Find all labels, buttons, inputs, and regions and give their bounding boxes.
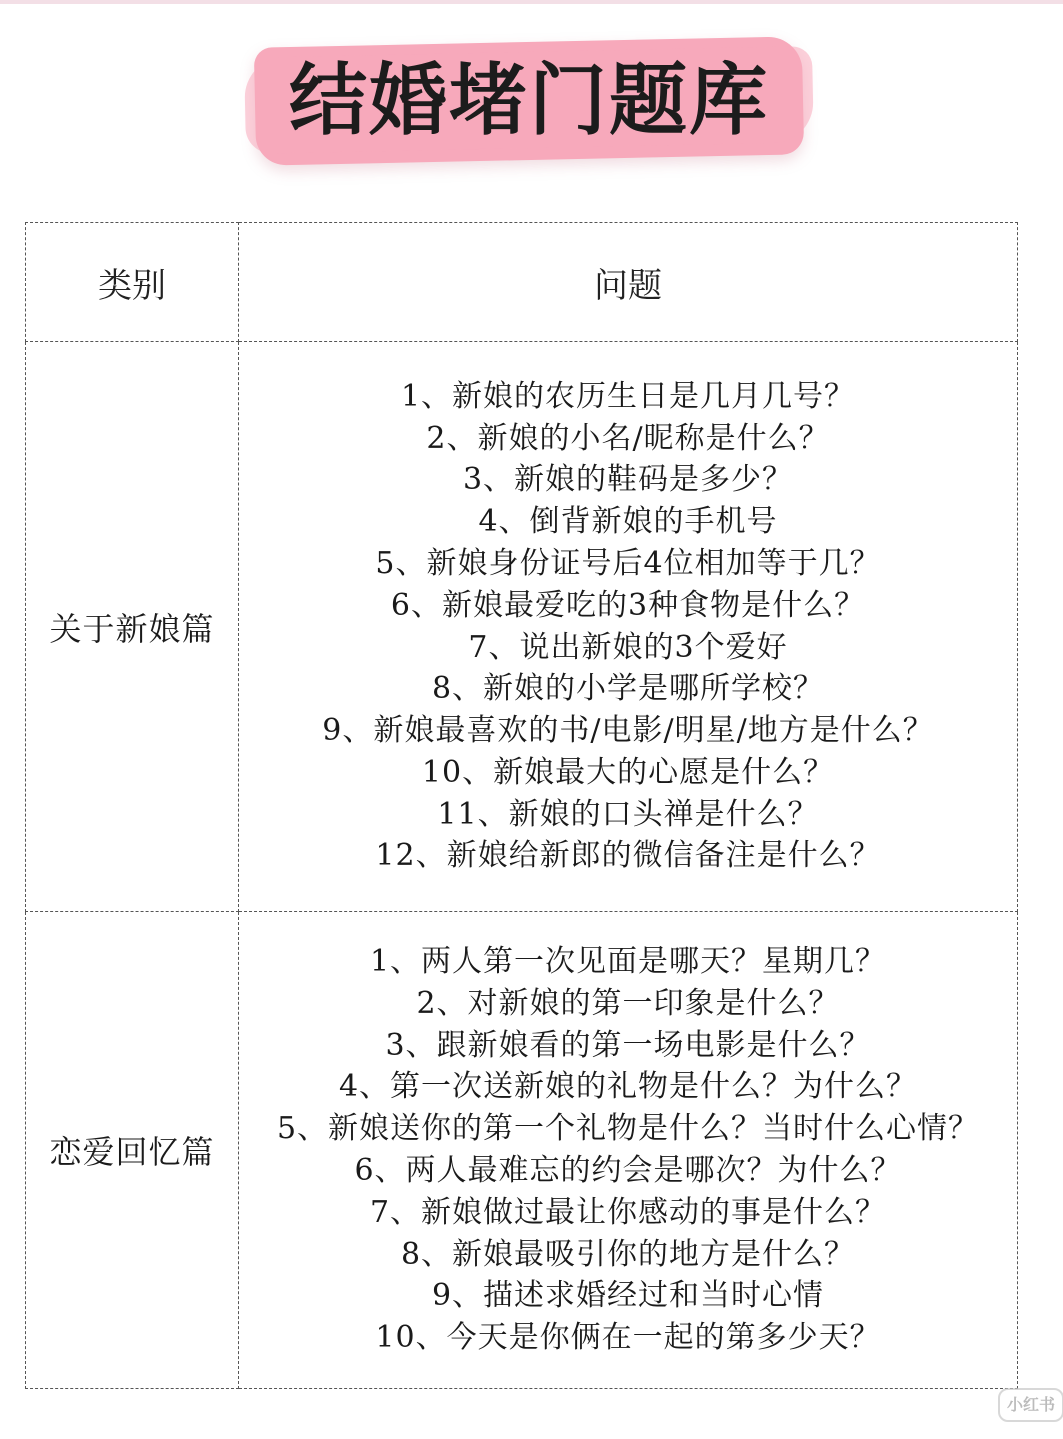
- question-item: 1、两人第一次见面是哪天？星期几？: [369, 944, 887, 980]
- question-item: 2、新娘的小名/昵称是什么？: [426, 420, 830, 456]
- question-item: 7、新娘做过最让你感动的事是什么？: [369, 1194, 887, 1230]
- top-strip: [0, 0, 1063, 4]
- question-item: 8、新娘的小学是哪所学校？: [431, 671, 825, 707]
- question-item: 8、新娘最吸引你的地方是什么？: [400, 1236, 856, 1272]
- questions-cell: [239, 912, 1018, 1389]
- question-item: 3、跟新娘看的第一场电影是什么？: [385, 1027, 871, 1063]
- question-item: 10、今天是你俩在一起的第多少天？: [375, 1320, 881, 1356]
- question-item: 10、新娘最大的心愿是什么？: [421, 754, 835, 790]
- header-category: 类别: [26, 223, 239, 342]
- watermark-badge: 小红书: [998, 1388, 1063, 1422]
- question-item: 3、新娘的鞋码是多少？: [462, 462, 794, 498]
- category-cell: 恋爱回忆篇: [26, 912, 239, 1389]
- question-item: 11、新娘的口头禅是什么？: [437, 796, 819, 832]
- question-item: 6、两人最难忘的约会是哪次？为什么？: [354, 1153, 902, 1188]
- question-list: [239, 941, 1017, 1359]
- question-item: 5、新娘送你的第一个礼物是什么？当时什么心情？: [276, 1111, 980, 1147]
- question-item: 7、说出新娘的3个爱好: [468, 629, 788, 665]
- section-row-bride: [26, 342, 1018, 912]
- question-item: 1、新娘的农历生日是几月几号？: [400, 378, 856, 414]
- question-list: [239, 376, 1017, 878]
- header-question: 问题: [239, 223, 1018, 342]
- category-cell: 关于新娘篇: [26, 342, 239, 912]
- section-row-love: [26, 912, 1018, 1389]
- page-title: 结婚堵门题库: [288, 56, 769, 146]
- table-header-row: [26, 223, 1018, 342]
- questions-cell: [239, 342, 1018, 912]
- question-item: 4、倒背新娘的手机号: [478, 504, 778, 540]
- question-item: 12、新娘给新郎的微信备注是什么？: [375, 838, 881, 874]
- question-item: 4、第一次送新娘的礼物是什么？为什么？: [338, 1069, 918, 1105]
- question-item: 9、描述求婚经过和当时心情: [431, 1278, 825, 1314]
- question-table: [25, 222, 1018, 1389]
- question-item: 9、新娘最喜欢的书/电影/明星/地方是什么？: [322, 713, 934, 749]
- question-item: 6、新娘最爱吃的3种食物是什么？: [390, 587, 866, 623]
- question-item: 5、新娘身份证号后4位相加等于几？: [375, 545, 881, 581]
- question-item: 2、对新娘的第一印象是什么？: [416, 985, 840, 1021]
